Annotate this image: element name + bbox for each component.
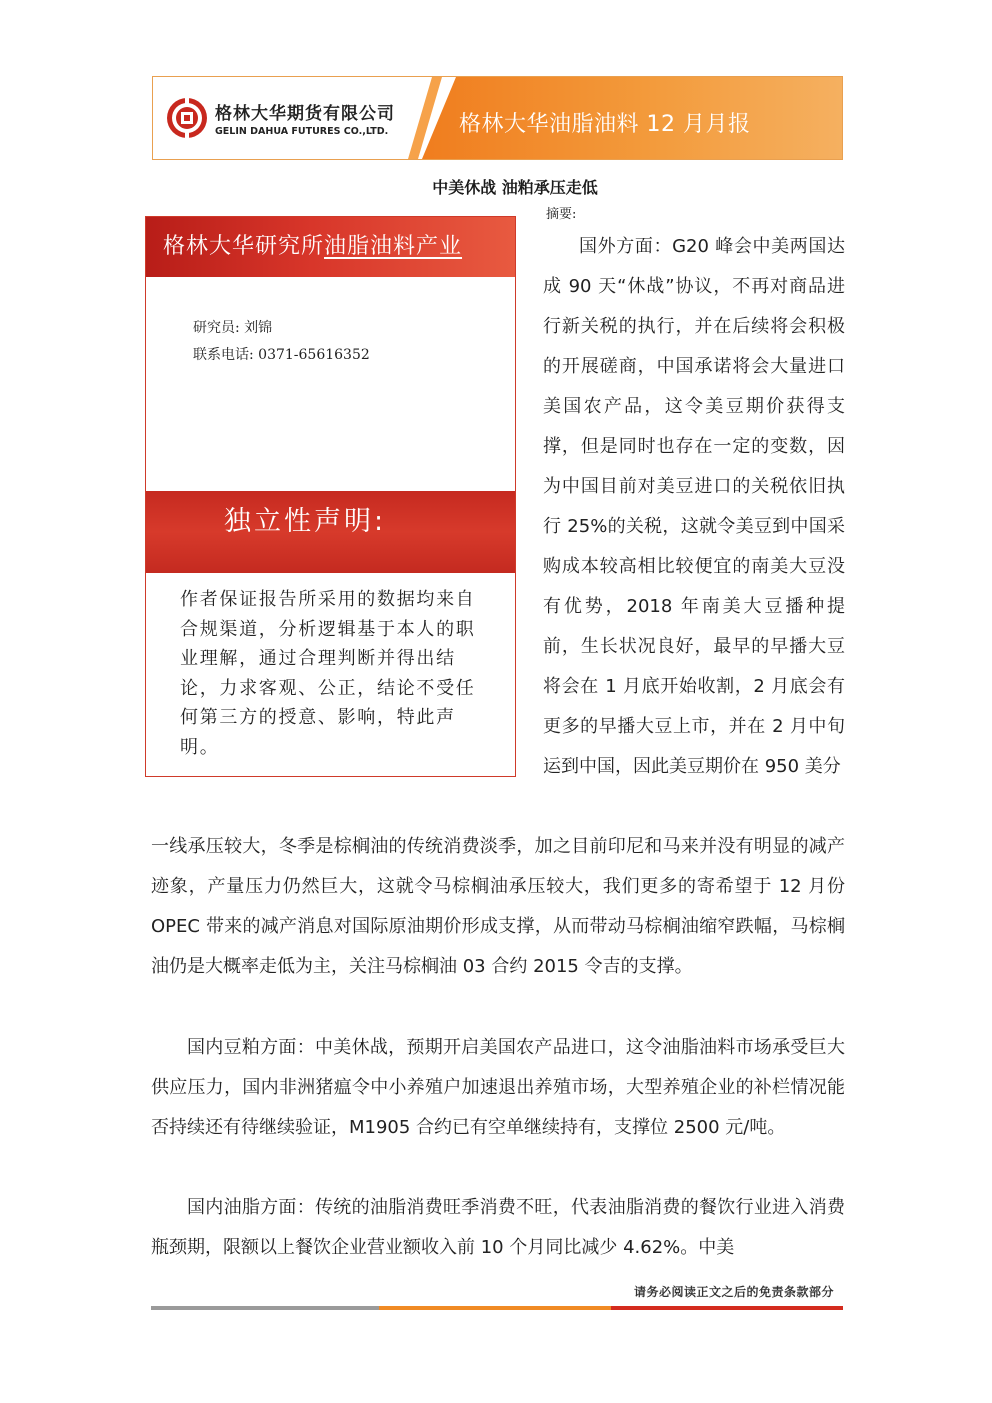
company-name-en: GELIN DAHUA FUTURES CO.,LTD. (215, 126, 389, 137)
report-title: 格林大华油脂油料 12 月月报 (459, 112, 751, 137)
document-title: 中美休战 油粕承压走低 (432, 178, 598, 197)
contact-phone: 联系电话: 0371-65616352 (193, 347, 370, 363)
foreign-market-paragraph: 国外方面：G20 峰会中美两国达成 90 天“休战”协议，不再对商品进行新关税的执行，并在后续将会积极的开展磋商，中国承诺将会大量进口美国农产品，这令美豆期价获得支撑，但是同时也存在一定的变数，因为中国目前对美豆进口的关税依旧执行 25%的关税，这就令美豆到中国采购成本较高相比较便宜的南美大豆没有优势，2018 年南美大豆播种提前，生长状况良好，最早的早播大豆将会在 1 月底开始收割，2 月底会有更多的早播大豆上市，并在 2 月中旬运到中国，因此美豆期价在 950 美分 (543, 236, 845, 777)
declaration-title: 独立性声明: (146, 491, 515, 573)
footer-divider (151, 1306, 843, 1310)
researcher-name: 研究员: 刘锦 (193, 320, 273, 336)
declaration-text: 作者保证报告所采用的数据均来自合规渠道，分析逻辑基于本人的职业理解，通过合理判断并得出结论，力求客观、公正，结论不受任何第三方的授意、影响，特此声明。 (180, 589, 476, 758)
abstract-column (543, 227, 845, 787)
institute-label: 格林大华研究所 (163, 234, 325, 259)
research-info-box (145, 216, 516, 777)
company-name-cn: 格林大华期货有限公司 (215, 104, 395, 124)
foreign-market-continuation: 一线承压较大，冬季是棕榈油的传统消费淡季，加之目前印尼和马来并没有明显的减产迹象，产量压力仍然巨大，这就令马棕榈油承压较大，我们更多的寄希望于 12 月份 OPEC 带来的减产消息对国际原油期价形成支撑，从而带动马棕榈油缩窄跌幅，马棕榈油仍是大概率走低为主，关注马棕榈油 03 合约 2015 令吉的支撑。 (151, 836, 845, 977)
institute-header (146, 217, 515, 277)
domestic-oil-paragraph: 国内油脂方面：传统的油脂消费旺季消费不旺，代表油脂消费的餐饮行业进入消费瓶颈期，限额以上餐饮企业营业额收入前 10 个月同比减少 4.62%。中美 (151, 1197, 845, 1258)
sector-label: 油脂油料产业 (324, 234, 463, 259)
domestic-meal-paragraph: 国内豆粕方面：中美休战，预期开启美国农产品进口，这令油脂油料市场承受巨大供应压力，国内非洲猪瘟令中小养殖户加速退出养殖市场，大型养殖企业的补栏情况能否持续还有待继续验证，M1905 合约已有空单继续持有，支撑位 2500 元/吨。 (151, 1037, 845, 1138)
disclaimer-note: 请务必阅读正文之后的免责条款部分 (633, 1285, 834, 1299)
gelin-dahua-logo-icon (165, 96, 209, 140)
report-header (152, 76, 843, 160)
abstract-label: 摘要: (546, 207, 577, 222)
